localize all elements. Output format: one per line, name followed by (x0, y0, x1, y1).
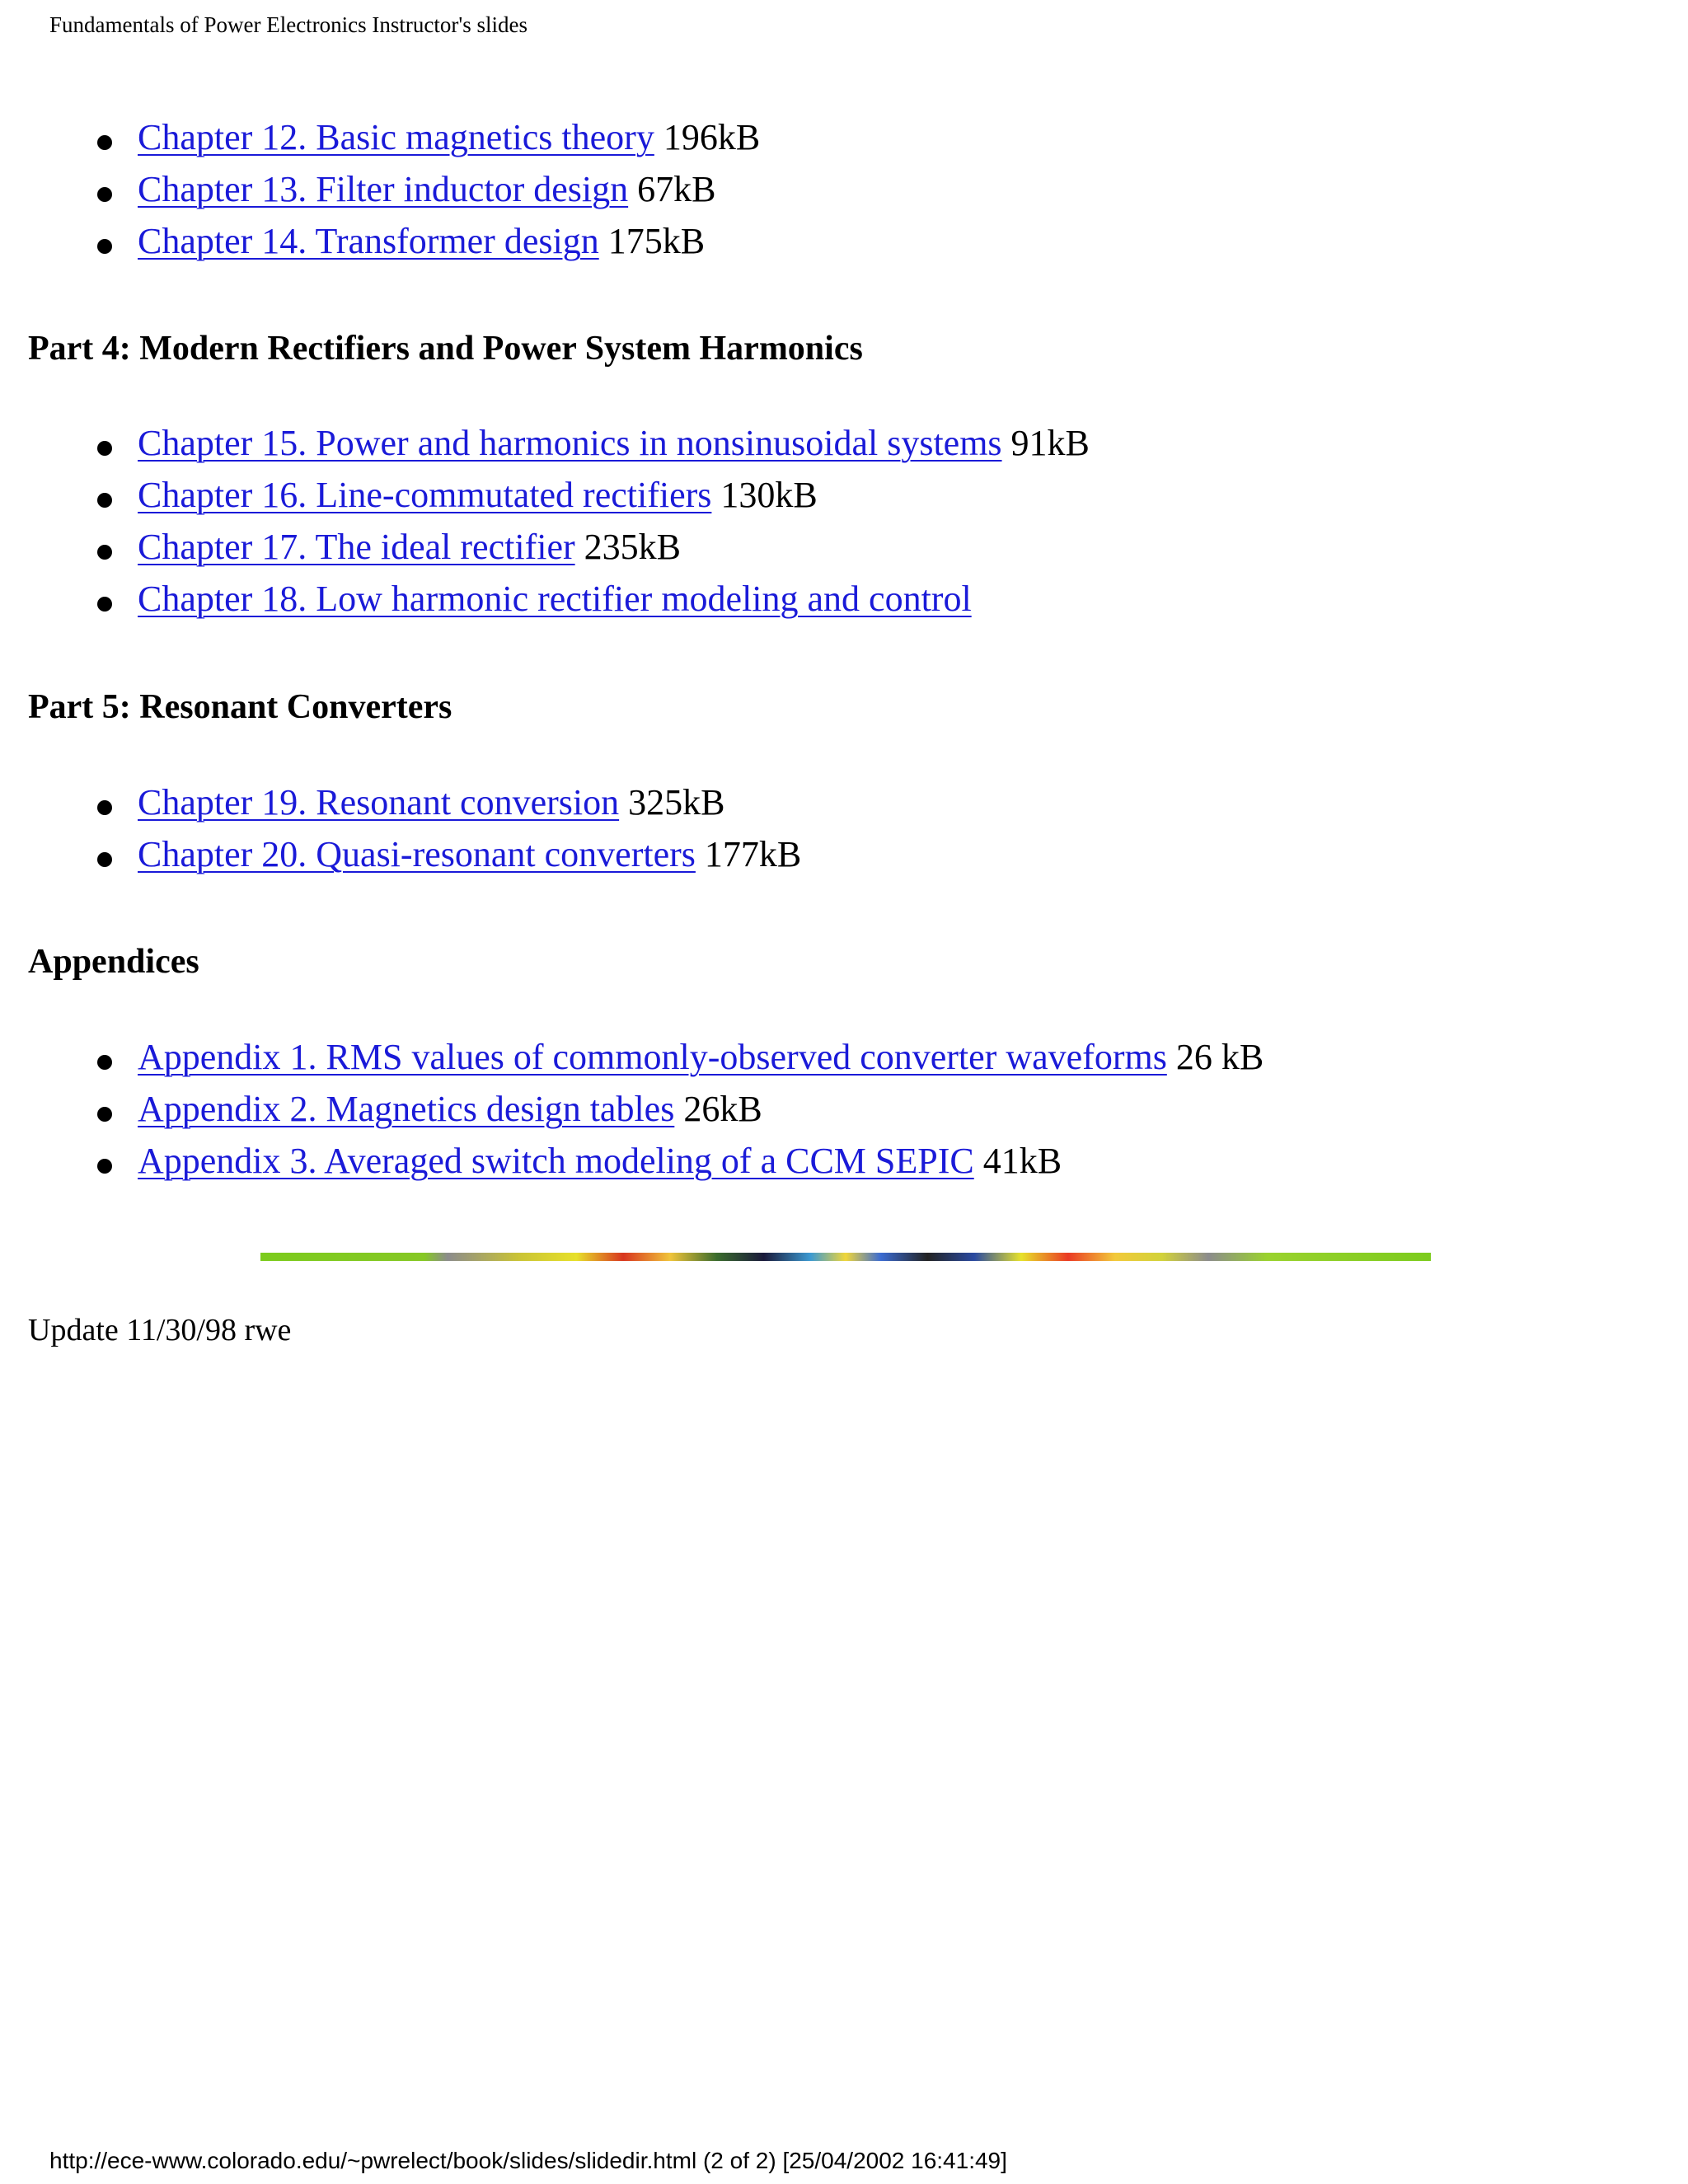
chapter-14-link[interactable]: Chapter 14. Transformer design (138, 221, 599, 261)
print-header-title: Fundamentals of Power Electronics Instructor's slides (49, 12, 528, 37)
chapter-list-part4 (0, 422, 1090, 630)
bullet-icon (97, 800, 112, 815)
chapter-20-link[interactable]: Chapter 20. Quasi-resonant converters (138, 834, 696, 874)
bullet-icon (97, 1055, 112, 1070)
chapter-15-link[interactable]: Chapter 15. Power and harmonics in nonsinusoidal systems (138, 423, 1002, 463)
list-item (0, 1140, 1264, 1192)
appendix-2-link[interactable]: Appendix 2. Magnetics design tables (138, 1089, 675, 1129)
bullet-icon (97, 597, 112, 612)
file-size: 130kB (720, 475, 818, 515)
bullet-icon (97, 1107, 112, 1122)
bullet-icon (97, 545, 112, 560)
part4-heading: Part 4: Modern Rectifiers and Power System Harmonics (28, 330, 863, 368)
bullet-icon (97, 441, 112, 456)
chapter-19-link[interactable]: Chapter 19. Resonant conversion (138, 782, 620, 823)
chapter-16-link[interactable]: Chapter 16. Line-commutated rectifiers (138, 475, 712, 515)
bullet-icon (97, 852, 112, 867)
chapter-17-link[interactable]: Chapter 17. The ideal rectifier (138, 527, 575, 567)
bullet-icon (97, 239, 112, 254)
file-size: 67kB (637, 169, 716, 209)
file-size: 175kB (607, 221, 706, 261)
list-item (0, 1036, 1264, 1088)
list-item (0, 422, 1090, 474)
file-size: 41kB (982, 1141, 1062, 1181)
file-size: 325kB (628, 782, 725, 823)
file-size: 26 kB (1175, 1037, 1264, 1077)
update-note: Update 11/30/98 rwe (28, 1313, 292, 1347)
print-footer-url: http://ece-www.colorado.edu/~pwrelect/book/slides/slidedir.html (2 of 2) [25/04/2002 16:41:49] (49, 2148, 1007, 2173)
file-size: 91kB (1010, 423, 1090, 463)
appendix-1-link[interactable]: Appendix 1. RMS values of commonly-observed converter waveforms (138, 1037, 1167, 1077)
chapter-12-link[interactable]: Chapter 12. Basic magnetics theory (138, 117, 654, 157)
file-size: 26kB (683, 1089, 762, 1129)
list-item (0, 526, 1090, 578)
bullet-icon (97, 493, 112, 508)
list-item (0, 833, 801, 885)
file-size: 196kB (663, 117, 761, 157)
part5-heading: Part 5: Resonant Converters (28, 688, 452, 726)
list-item (0, 474, 1090, 526)
file-size: 177kB (704, 834, 802, 874)
list-item (0, 116, 760, 168)
chapter-18-link[interactable]: Chapter 18. Low harmonic rectifier modeling and control (138, 579, 972, 619)
bullet-icon (97, 187, 112, 202)
decorative-divider (260, 1253, 1431, 1261)
chapter-13-link[interactable]: Chapter 13. Filter inductor design (138, 169, 629, 209)
list-item (0, 781, 801, 833)
list-item (0, 578, 1090, 630)
bullet-icon (97, 1159, 112, 1174)
chapter-list-part3 (0, 116, 760, 272)
list-item (0, 1088, 1264, 1140)
list-item (0, 220, 760, 272)
list-item (0, 168, 760, 220)
bullet-icon (97, 135, 112, 150)
file-size: 235kB (584, 527, 681, 567)
appendix-list (0, 1036, 1264, 1192)
appendix-3-link[interactable]: Appendix 3. Averaged switch modeling of a CCM SEPIC (138, 1141, 974, 1181)
appendices-heading: Appendices (28, 943, 199, 981)
chapter-list-part5 (0, 781, 801, 885)
